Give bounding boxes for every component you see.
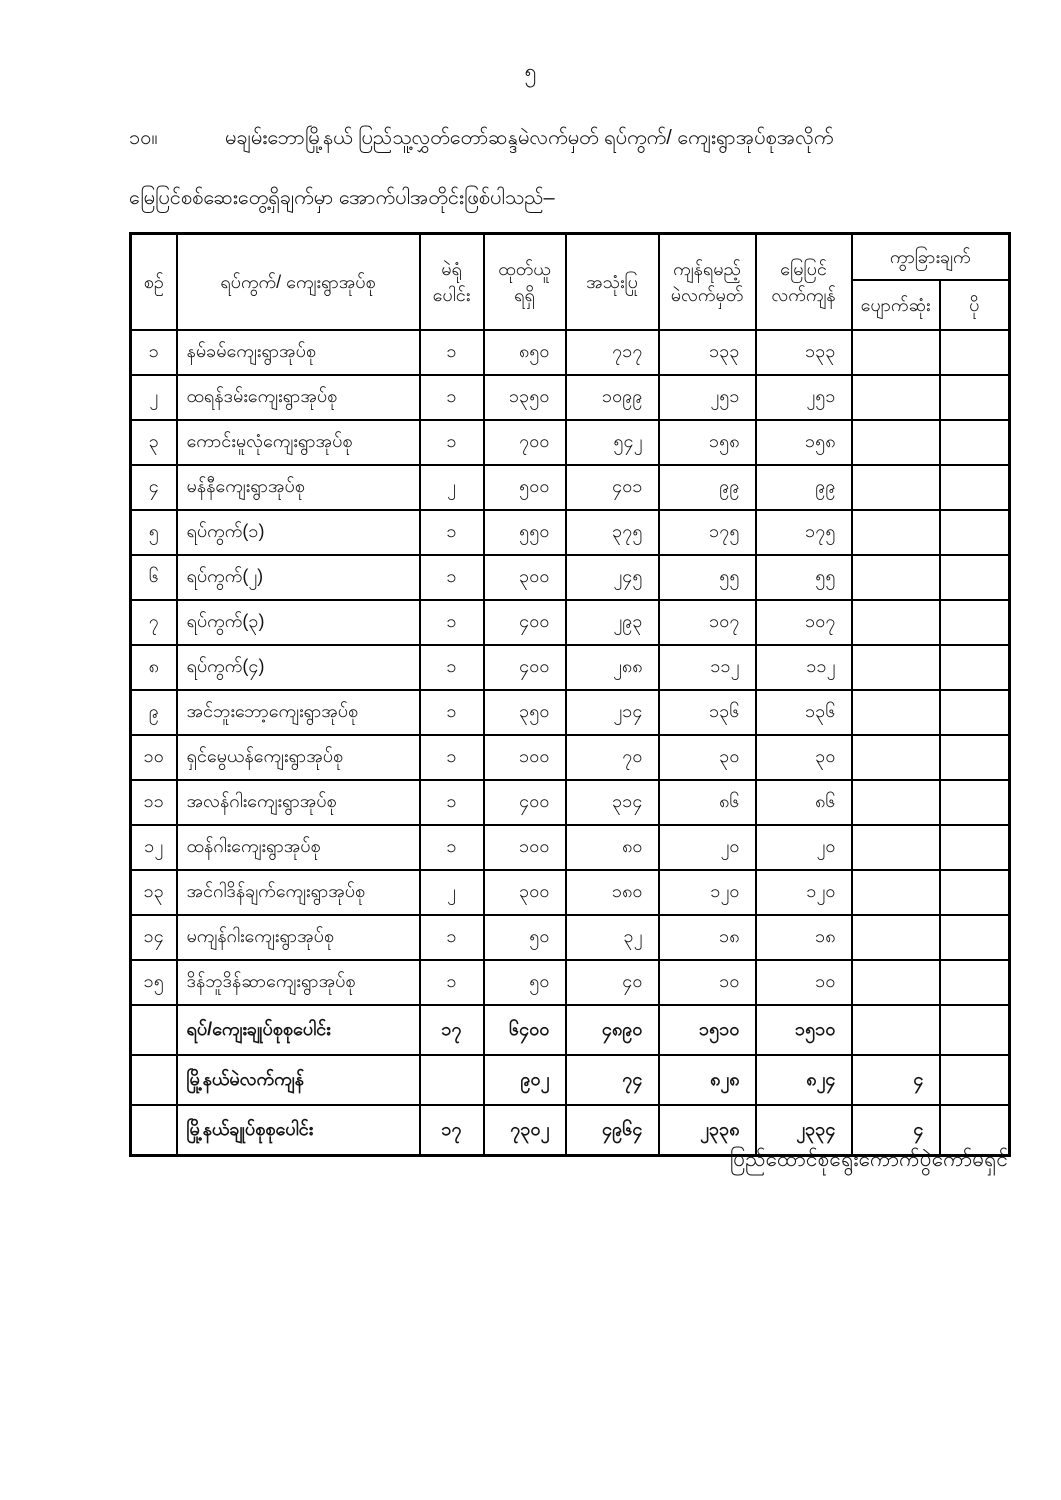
- cell-lost: [852, 420, 940, 465]
- intro-line-1: [129, 108, 1011, 168]
- cell-no: ၇: [131, 600, 177, 645]
- cell-ground: ၁၅၈: [756, 420, 852, 465]
- cell-stations: ၁: [420, 825, 484, 870]
- cell-lost: [852, 690, 940, 735]
- cell-stations: ၂: [420, 870, 484, 915]
- cell-extra: [940, 420, 1010, 465]
- cell-ground: ၁၈: [756, 915, 852, 960]
- cell-no: ၁၂: [131, 825, 177, 870]
- cell-used: ၂၉၃: [566, 600, 659, 645]
- cell-received: ၇၀၀: [484, 420, 566, 465]
- cell-used: ၄၈၉၀: [566, 1005, 659, 1055]
- cell-used: ၂၄၅: [566, 555, 659, 600]
- cell-used: ၇၄: [566, 1055, 659, 1105]
- cell-no: ၄: [131, 465, 177, 510]
- cell-received: ၅၀: [484, 915, 566, 960]
- cell-stations: ၁: [420, 735, 484, 780]
- intro-line1-text: မချမ်းဘောမြို့နယ် ပြည်သူ့လွှတ်တော်ဆန္ဒမဲလက်မှတ် ရပ်ကွက်/ ကျေးရွာအုပ်စုအလိုက်: [225, 127, 834, 149]
- cell-used: ၂၁၄: [566, 690, 659, 735]
- cell-used: ၄၉၆၄: [566, 1105, 659, 1156]
- cell-name: အင်ဂါဒိန်ချက်ကျေးရွာအုပ်စု: [177, 870, 420, 915]
- table-row: [131, 420, 1010, 465]
- header-ward: ရပ်ကွက်/ ကျေးရွာအုပ်စု: [177, 234, 420, 331]
- cell-ground: ၁၁၂: [756, 645, 852, 690]
- cell-remain: ၁၃၃: [659, 330, 756, 375]
- cell-remain: ၁၈: [659, 915, 756, 960]
- cell-stations: ၁: [420, 780, 484, 825]
- cell-lost: [852, 465, 940, 510]
- cell-used: ၁၈၀: [566, 870, 659, 915]
- cell-stations: ၁: [420, 330, 484, 375]
- cell-name: ရပ်ကွက်(၁): [177, 510, 420, 555]
- cell-ground: ၁၅၁၀: [756, 1005, 852, 1055]
- cell-extra: [940, 1055, 1010, 1105]
- intro-line-2: မြေပြင်စစ်ဆေးတွေ့ရှိချက်မှာ အောက်ပါအတိုင်းဖြစ်ပါသည်–: [129, 187, 555, 209]
- cell-remain: ၈၂၈: [659, 1055, 756, 1105]
- cell-name: အလန်ဂါးကျေးရွာအုပ်စု: [177, 780, 420, 825]
- header-stations-line1: မဲရုံ: [441, 259, 462, 279]
- header-ground-line1: မြေပြင်: [780, 259, 827, 279]
- cell-remain: ၂၀: [659, 825, 756, 870]
- cell-remain: ၃၀: [659, 735, 756, 780]
- cell-stations: ၁၇: [420, 1005, 484, 1055]
- cell-used: ၁၀၉၉: [566, 375, 659, 420]
- cell-received: ၅၅၀: [484, 510, 566, 555]
- table-body: [131, 330, 1010, 1156]
- cell-used: ၃၂: [566, 915, 659, 960]
- cell-lost: [852, 375, 940, 420]
- table-row: [131, 735, 1010, 780]
- cell-stations: [420, 1055, 484, 1105]
- cell-extra: [940, 960, 1010, 1005]
- table-row: [131, 330, 1010, 375]
- cell-name: အင်ဘူးဘော့ကျေးရွာအုပ်စု: [177, 690, 420, 735]
- cell-extra: [940, 735, 1010, 780]
- cell-ground: ၅၅: [756, 555, 852, 600]
- header-stations-line2: ပေါင်း: [432, 285, 471, 305]
- cell-received: ၇၃၀၂: [484, 1105, 566, 1156]
- cell-name: ထရန်ဒမ်းကျေးရွာအုပ်စု: [177, 375, 420, 420]
- cell-extra: [940, 690, 1010, 735]
- cell-lost: ၄: [852, 1105, 940, 1156]
- cell-ground: ၉၉: [756, 465, 852, 510]
- cell-remain: ၉၉: [659, 465, 756, 510]
- cell-received: ၉၀၂: [484, 1055, 566, 1105]
- cell-lost: [852, 960, 940, 1005]
- table-row: [131, 600, 1010, 645]
- header-remain-line2: မဲလက်မှတ်: [670, 285, 744, 305]
- cell-ground: ၁၀၇: [756, 600, 852, 645]
- cell-ground: ၂၀: [756, 825, 852, 870]
- table-row: [131, 960, 1010, 1005]
- cell-extra: [940, 825, 1010, 870]
- cell-no: ၁၄: [131, 915, 177, 960]
- cell-stations: ၁: [420, 645, 484, 690]
- header-row-1: [131, 234, 1010, 281]
- cell-no: ၁၀: [131, 735, 177, 780]
- cell-extra: [940, 870, 1010, 915]
- header-received-line1: ထုတ်ယူ: [498, 259, 551, 279]
- cell-name: ထန်ဂါးကျေးရွာအုပ်စု: [177, 825, 420, 870]
- cell-extra: [940, 915, 1010, 960]
- cell-ground: ၁၇၅: [756, 510, 852, 555]
- cell-name: မြို့နယ်ချုပ်စုစုပေါင်း: [177, 1105, 420, 1156]
- cell-stations: ၁: [420, 555, 484, 600]
- summary-row: [131, 1005, 1010, 1055]
- cell-name: ရှင်မွေယန်ကျေးရွာအုပ်စု: [177, 735, 420, 780]
- cell-name: မကျန်ဂါးကျေးရွာအုပ်စု: [177, 915, 420, 960]
- cell-received: ၈၅၀: [484, 330, 566, 375]
- cell-extra: [940, 510, 1010, 555]
- signature-line: ပြည်ထောင်စုရွေးကောက်ပွဲကော်မရှင်: [729, 1148, 1008, 1171]
- cell-extra: [940, 1005, 1010, 1055]
- table-row: [131, 465, 1010, 510]
- header-received: [484, 234, 566, 331]
- cell-no: ၆: [131, 555, 177, 600]
- cell-no: ၁၁: [131, 780, 177, 825]
- cell-no: [131, 1055, 177, 1105]
- cell-no: [131, 1105, 177, 1156]
- cell-received: ၅၀၀: [484, 465, 566, 510]
- cell-lost: [852, 780, 940, 825]
- header-lost: ပျောက်ဆုံး: [852, 280, 940, 330]
- table-header: [131, 234, 1010, 331]
- cell-stations: ၁: [420, 510, 484, 555]
- cell-stations: ၁: [420, 690, 484, 735]
- cell-no: ၃: [131, 420, 177, 465]
- header-remain-line1: ကျန်ရမည့်: [673, 259, 741, 279]
- cell-remain: ၈၆: [659, 780, 756, 825]
- cell-lost: [852, 645, 940, 690]
- cell-used: ၂၈၈: [566, 645, 659, 690]
- cell-received: ၄၀၀: [484, 600, 566, 645]
- cell-lost: [852, 1005, 940, 1055]
- cell-received: ၆၄၀၀: [484, 1005, 566, 1055]
- table-row: [131, 870, 1010, 915]
- table-row: [131, 780, 1010, 825]
- cell-remain: ၁၂၀: [659, 870, 756, 915]
- cell-received: ၄၀၀: [484, 645, 566, 690]
- cell-name: မြို့နယ်မဲလက်ကျန်: [177, 1055, 420, 1105]
- cell-used: ၄၀၁: [566, 465, 659, 510]
- cell-remain: ၁၇၅: [659, 510, 756, 555]
- table-row: [131, 690, 1010, 735]
- cell-ground: ၁၃၆: [756, 690, 852, 735]
- cell-received: ၅၀: [484, 960, 566, 1005]
- cell-used: ၃၁၄: [566, 780, 659, 825]
- cell-remain: ၁၀၇: [659, 600, 756, 645]
- header-difference-group: ကွာခြားချက်: [852, 234, 1010, 281]
- cell-ground: ၁၀: [756, 960, 852, 1005]
- cell-remain: ၁၅၁၀: [659, 1005, 756, 1055]
- cell-no: ၉: [131, 690, 177, 735]
- cell-ground: ၁၃၃: [756, 330, 852, 375]
- cell-used: ၈၀: [566, 825, 659, 870]
- cell-lost: [852, 555, 940, 600]
- cell-received: ၁၃၅၀: [484, 375, 566, 420]
- cell-no: ၁၃: [131, 870, 177, 915]
- cell-lost: [852, 600, 940, 645]
- summary-row: [131, 1055, 1010, 1105]
- cell-received: ၄၀၀: [484, 780, 566, 825]
- cell-received: ၃၀၀: [484, 555, 566, 600]
- header-serial: စဉ်: [131, 234, 177, 331]
- cell-stations: ၁၇: [420, 1105, 484, 1156]
- cell-used: ၃၇၅: [566, 510, 659, 555]
- cell-lost: [852, 510, 940, 555]
- table-row: [131, 825, 1010, 870]
- cell-remain: ၂၅၁: [659, 375, 756, 420]
- cell-remain: ၁၃၆: [659, 690, 756, 735]
- cell-name: နမ်ခမ်ကျေးရွာအုပ်စု: [177, 330, 420, 375]
- cell-lost: ၄: [852, 1055, 940, 1105]
- cell-ground: ၃၀: [756, 735, 852, 780]
- cell-lost: [852, 330, 940, 375]
- intro-paragraph: [129, 108, 1011, 228]
- cell-lost: [852, 735, 940, 780]
- cell-stations: ၁: [420, 375, 484, 420]
- cell-name: ရပ်ကွက်(၄): [177, 645, 420, 690]
- header-extra: ပို: [940, 280, 1010, 330]
- cell-stations: ၂: [420, 465, 484, 510]
- cell-ground: ၈၆: [756, 780, 852, 825]
- cell-remain: ၁၅၈: [659, 420, 756, 465]
- header-received-line2: ရရှိ: [514, 285, 535, 305]
- cell-received: ၃၀၀: [484, 870, 566, 915]
- header-remain: [659, 234, 756, 331]
- cell-remain: ၂၃၃၈: [659, 1105, 756, 1156]
- cell-ground: ၁၂၀: [756, 870, 852, 915]
- cell-no: ၅: [131, 510, 177, 555]
- intro-item-number: ၁၀။: [129, 127, 158, 149]
- header-ground: [756, 234, 852, 331]
- cell-extra: [940, 555, 1010, 600]
- cell-used: ၄၀: [566, 960, 659, 1005]
- cell-stations: ၁: [420, 960, 484, 1005]
- cell-no: ၈: [131, 645, 177, 690]
- cell-name: မန်နီကျေးရွာအုပ်စု: [177, 465, 420, 510]
- cell-used: ၇၀: [566, 735, 659, 780]
- cell-lost: [852, 825, 940, 870]
- ballot-reconciliation-table: [129, 232, 1011, 1157]
- cell-remain: ၁၀: [659, 960, 756, 1005]
- cell-used: ၇၁၇: [566, 330, 659, 375]
- cell-used: ၅၄၂: [566, 420, 659, 465]
- page-number: ၅: [524, 60, 537, 83]
- cell-lost: [852, 915, 940, 960]
- cell-no: [131, 1005, 177, 1055]
- cell-ground: ၈၂၄: [756, 1055, 852, 1105]
- cell-stations: ၁: [420, 420, 484, 465]
- cell-remain: ၅၅: [659, 555, 756, 600]
- cell-name: ရပ်ကွက်(၃): [177, 600, 420, 645]
- cell-extra: [940, 375, 1010, 420]
- header-used: အသုံးပြု: [566, 234, 659, 331]
- cell-received: ၁၀၀: [484, 735, 566, 780]
- cell-remain: ၁၁၂: [659, 645, 756, 690]
- table-row: [131, 555, 1010, 600]
- cell-stations: ၁: [420, 600, 484, 645]
- table-row: [131, 915, 1010, 960]
- cell-lost: [852, 870, 940, 915]
- header-ground-line2: လက်ကျန်: [771, 285, 836, 305]
- cell-no: ၁: [131, 330, 177, 375]
- cell-name: ရပ်ကွက်(၂): [177, 555, 420, 600]
- cell-received: ၃၅၀: [484, 690, 566, 735]
- cell-name: ဒိန်ဘူဒိန်ဆာကျေးရွာအုပ်စု: [177, 960, 420, 1005]
- table-row: [131, 510, 1010, 555]
- table-row: [131, 375, 1010, 420]
- cell-received: ၁၀၀: [484, 825, 566, 870]
- table-row: [131, 645, 1010, 690]
- cell-ground: ၂၃၃၄: [756, 1105, 852, 1156]
- cell-extra: [940, 330, 1010, 375]
- cell-no: ၂: [131, 375, 177, 420]
- cell-extra: [940, 645, 1010, 690]
- cell-name: ကောင်းမူလုံကျေးရွာအုပ်စု: [177, 420, 420, 465]
- cell-extra: [940, 600, 1010, 645]
- cell-ground: ၂၅၁: [756, 375, 852, 420]
- cell-no: ၁၅: [131, 960, 177, 1005]
- cell-name: ရပ်/ကျေးချုပ်စုစုပေါင်း: [177, 1005, 420, 1055]
- cell-stations: ၁: [420, 915, 484, 960]
- cell-extra: [940, 465, 1010, 510]
- cell-extra: [940, 780, 1010, 825]
- header-stations: [420, 234, 484, 331]
